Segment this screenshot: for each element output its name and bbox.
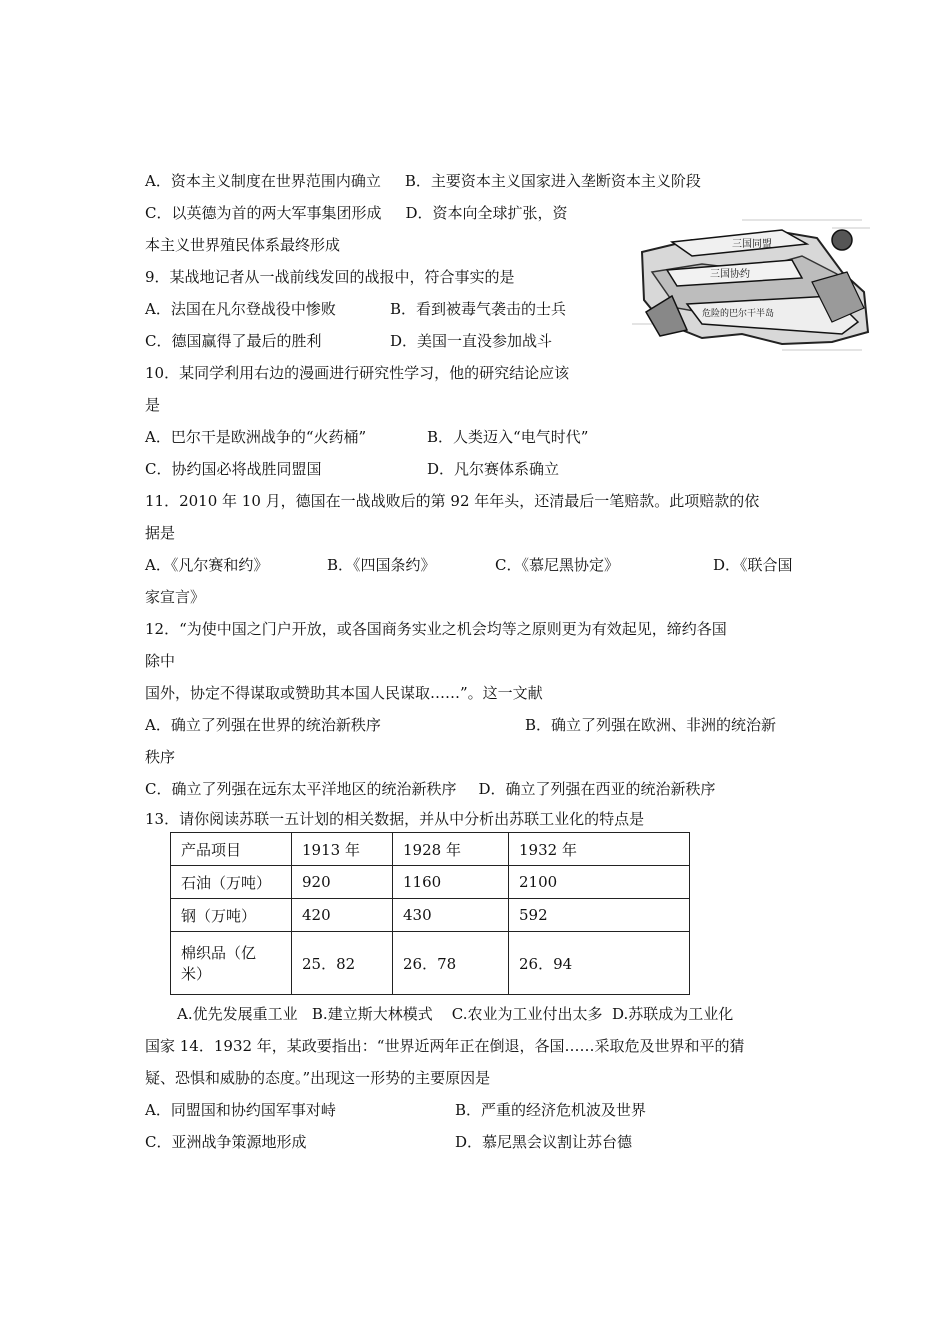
q10-line-ab: [145, 427, 588, 447]
table-header-cell: 1932 年: [509, 833, 690, 866]
table-header-cell: 产品项目: [171, 833, 292, 866]
q11-option-c: C．《慕尼黑协定》: [495, 556, 619, 574]
q12-stem-cont2: 国外，协定不得谋取或赞助其本国人民谋取……”。这一文献: [145, 684, 543, 702]
cartoon-label-balkans: 危险的巴尔干半岛: [702, 309, 775, 319]
table-cell: 石油（万吨）: [171, 866, 292, 899]
table-cell: 920: [292, 866, 393, 899]
table-cell: 592: [509, 899, 690, 932]
table-header-cell: 1913 年: [292, 833, 393, 866]
q14-option-d: D．慕尼黑会议割让苏台德: [455, 1133, 633, 1151]
q12-option-b-cont: 秩序: [145, 748, 176, 766]
q8-line-cd: [145, 203, 568, 223]
table-cell-line: 米）: [181, 965, 212, 983]
q12-line-ab: [145, 715, 776, 735]
q10-option-d: D．凡尔赛体系确立: [427, 460, 560, 478]
table-cell: 26．78: [393, 932, 509, 995]
q10-line-cd: [145, 459, 559, 479]
table-cell: 26．94: [509, 932, 690, 995]
table-header-cell: 1928 年: [393, 833, 509, 866]
q10-stem: 10．某同学利用右边的漫画进行研究性学习，他的研究结论应该: [145, 364, 570, 382]
table-row: [171, 932, 690, 995]
q12-option-b: B．确立了列强在欧洲、非洲的统治新: [525, 716, 777, 734]
q12-option-a: A．确立了列强在世界的统治新秩序: [145, 716, 381, 734]
q9-stem: 9．某战地记者从一战前线发回的战报中，符合事实的是: [145, 268, 515, 286]
q11-stem: 11．2010 年 10 月，德国在一战战败后的第 92 年年头，还清最后一笔赔款。此项赔款的依: [145, 492, 760, 510]
table-row: [171, 866, 690, 899]
q11-option-d: D．《联合国: [713, 556, 793, 574]
q12-stem: 12．“为使中国之门户开放，或各国商务实业之机会均等之原则更为有效起见，缔约各国: [145, 620, 727, 638]
q14-line-cd: [145, 1132, 632, 1152]
q8-option-c: C．以英德为首的两大军事集团形成: [145, 204, 382, 222]
q9-line-ab: [145, 299, 566, 319]
q8-option-b: B．主要资本主义国家进入垄断资本主义阶段: [404, 172, 701, 190]
table-row: [171, 899, 690, 932]
q11-stem-cont: 据是: [145, 524, 176, 542]
q9-option-c: C．德国赢得了最后的胜利: [145, 332, 322, 350]
q14-option-b: B．严重的经济危机波及世界: [455, 1101, 647, 1119]
table-cell: 430: [393, 899, 509, 932]
table-cell: 钢（万吨）: [171, 899, 292, 932]
table-cell: 1160: [393, 866, 509, 899]
q10-option-a: A．巴尔干是欧洲战争的“火药桶”: [145, 428, 367, 446]
q10-option-c: C．协约国必将战胜同盟国: [145, 460, 322, 478]
table-header-row: [171, 833, 690, 866]
table-cell-line: 棉织品（亿: [181, 944, 257, 962]
q9-option-a: A．法国在凡尔登战役中惨败: [145, 300, 336, 318]
table-cell: 2100: [509, 866, 690, 899]
q13-options: A.优先发展重工业 B.建立斯大林模式 C.农业为工业付出太多 D.苏联成为工业化: [177, 1005, 734, 1023]
q14-option-a: A．同盟国和协约国军事对峙: [145, 1101, 336, 1119]
q8-line-ab: [145, 171, 701, 191]
q11-option-a: A．《凡尔赛和约》: [145, 556, 269, 574]
q10-stem-cont: 是: [145, 396, 161, 414]
q8-option-d-cont: 本主义世界殖民体系最终形成: [145, 236, 341, 254]
q12-option-c: C．确立了列强在远东太平洋地区的统治新秩序: [145, 780, 457, 798]
q14-stem: 国家 14．1932 年，某政要指出：“世界近两年正在倒退，各国……采取危及世界和平的猜: [145, 1037, 745, 1055]
balkan-cartoon-image: [632, 212, 872, 357]
q12-line-cd: [145, 779, 716, 799]
q8-option-d: D．资本向全球扩张，资: [405, 204, 568, 222]
soviet-production-table: [170, 832, 690, 995]
q9-line-cd: [145, 331, 552, 351]
q10-option-b: B．人类迈入“电气时代”: [427, 428, 589, 446]
q14-stem-cont: 疑、恐惧和威胁的态度。”出现这一形势的主要原因是: [145, 1069, 491, 1087]
q11-option-d-cont: 家宣言》: [145, 588, 206, 606]
q12-option-d: D．确立了列强在西亚的统治新秩序: [478, 780, 716, 798]
cartoon-label-triple-entente: 三国协约: [710, 269, 750, 280]
q11-option-b: B．《四国条约》: [327, 556, 436, 574]
q14-option-c: C．亚洲战争策源地形成: [145, 1133, 307, 1151]
table-cell: 25．82: [292, 932, 393, 995]
q12-stem-cont: 除中: [145, 652, 176, 670]
table-cell: [171, 932, 292, 995]
q8-option-a: A．资本主义制度在世界范围内确立: [145, 172, 381, 190]
q14-line-ab: [145, 1100, 646, 1120]
cartoon-label-triple-alliance: 三国同盟: [732, 239, 772, 250]
q13-stem: 13．请你阅读苏联一五计划的相关数据，并从中分析出苏联工业化的特点是: [145, 810, 645, 828]
q11-options: [145, 555, 793, 575]
table-cell: 420: [292, 899, 393, 932]
q9-option-d: D．美国一直没参加战斗: [390, 332, 553, 350]
q9-option-b: B．看到被毒气袭击的士兵: [390, 300, 567, 318]
